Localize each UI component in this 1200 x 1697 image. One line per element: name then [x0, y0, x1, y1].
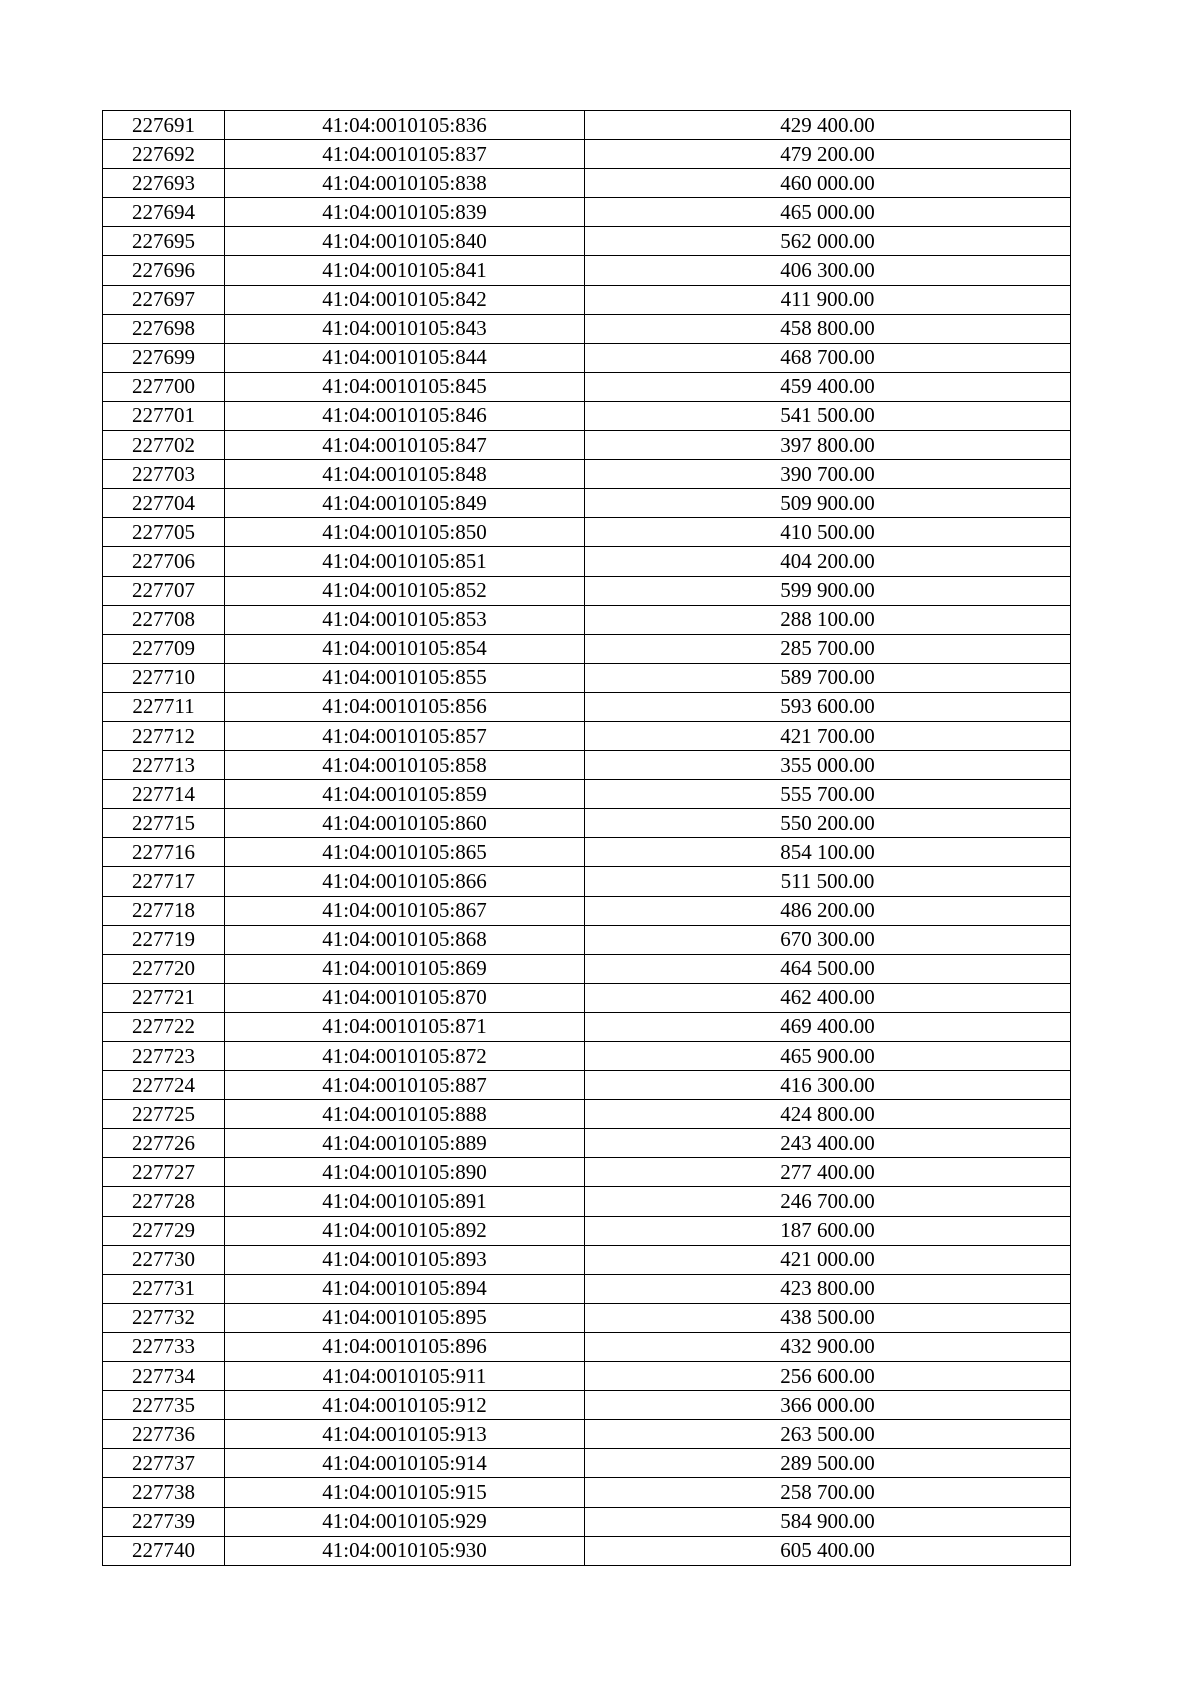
cadastral-value-cell: 390 700.00 [585, 460, 1071, 489]
cadastral-number-cell: 41:04:0010105:853 [225, 605, 585, 634]
cadastral-number-cell: 41:04:0010105:857 [225, 721, 585, 750]
cadastral-number-cell: 41:04:0010105:911 [225, 1362, 585, 1391]
cadastral-value-cell: 438 500.00 [585, 1303, 1071, 1332]
row-number-cell: 227719 [103, 925, 225, 954]
cadastral-number-cell: 41:04:0010105:854 [225, 634, 585, 663]
table-row [103, 547, 1071, 576]
cadastral-value-cell: 479 200.00 [585, 140, 1071, 169]
table-row [103, 1100, 1071, 1129]
table-row [103, 401, 1071, 430]
row-number-cell: 227713 [103, 751, 225, 780]
table-row [103, 227, 1071, 256]
cadastral-value-cell: 593 600.00 [585, 692, 1071, 721]
cadastral-value-cell: 421 700.00 [585, 721, 1071, 750]
cadastral-value-cell: 423 800.00 [585, 1274, 1071, 1303]
cadastral-value-cell: 256 600.00 [585, 1362, 1071, 1391]
cadastral-value-cell: 462 400.00 [585, 983, 1071, 1012]
cadastral-number-cell: 41:04:0010105:838 [225, 169, 585, 198]
cadastral-value-cell: 258 700.00 [585, 1478, 1071, 1507]
cadastral-number-cell: 41:04:0010105:870 [225, 983, 585, 1012]
cadastral-number-cell: 41:04:0010105:912 [225, 1391, 585, 1420]
cadastral-number-cell: 41:04:0010105:865 [225, 838, 585, 867]
table-row [103, 1245, 1071, 1274]
row-number-cell: 227703 [103, 460, 225, 489]
table-row [103, 1274, 1071, 1303]
cadastral-value-cell: 589 700.00 [585, 663, 1071, 692]
cadastral-number-cell: 41:04:0010105:847 [225, 431, 585, 460]
cadastral-value-cell: 670 300.00 [585, 925, 1071, 954]
cadastral-number-cell: 41:04:0010105:848 [225, 460, 585, 489]
cadastral-number-cell: 41:04:0010105:851 [225, 547, 585, 576]
table-row [103, 925, 1071, 954]
row-number-cell: 227711 [103, 692, 225, 721]
cadastral-value-cell: 460 000.00 [585, 169, 1071, 198]
row-number-cell: 227725 [103, 1100, 225, 1129]
table-row [103, 896, 1071, 925]
row-number-cell: 227721 [103, 983, 225, 1012]
cadastral-value-cell: 421 000.00 [585, 1245, 1071, 1274]
table-row [103, 692, 1071, 721]
cadastral-value-cell: 550 200.00 [585, 809, 1071, 838]
cadastral-number-cell: 41:04:0010105:852 [225, 576, 585, 605]
cadastral-value-cell: 459 400.00 [585, 372, 1071, 401]
table-row [103, 721, 1071, 750]
cadastral-value-table [102, 110, 1071, 1566]
cadastral-number-cell: 41:04:0010105:868 [225, 925, 585, 954]
table-row [103, 838, 1071, 867]
table-row [103, 954, 1071, 983]
table-row [103, 1362, 1071, 1391]
cadastral-value-cell: 584 900.00 [585, 1507, 1071, 1536]
table-row [103, 1012, 1071, 1041]
row-number-cell: 227691 [103, 111, 225, 140]
cadastral-value-cell: 187 600.00 [585, 1216, 1071, 1245]
cadastral-number-cell: 41:04:0010105:839 [225, 198, 585, 227]
row-number-cell: 227709 [103, 634, 225, 663]
table-row [103, 1187, 1071, 1216]
table-row [103, 576, 1071, 605]
cadastral-number-cell: 41:04:0010105:872 [225, 1042, 585, 1071]
row-number-cell: 227693 [103, 169, 225, 198]
table-row [103, 605, 1071, 634]
row-number-cell: 227712 [103, 721, 225, 750]
cadastral-number-cell: 41:04:0010105:866 [225, 867, 585, 896]
table-row [103, 1507, 1071, 1536]
table-row [103, 198, 1071, 227]
cadastral-value-cell: 511 500.00 [585, 867, 1071, 896]
cadastral-number-cell: 41:04:0010105:930 [225, 1536, 585, 1565]
cadastral-number-cell: 41:04:0010105:889 [225, 1129, 585, 1158]
row-number-cell: 227692 [103, 140, 225, 169]
table-row [103, 1536, 1071, 1565]
cadastral-value-cell: 263 500.00 [585, 1420, 1071, 1449]
cadastral-value-cell: 411 900.00 [585, 285, 1071, 314]
row-number-cell: 227696 [103, 256, 225, 285]
cadastral-value-cell: 406 300.00 [585, 256, 1071, 285]
row-number-cell: 227732 [103, 1303, 225, 1332]
cadastral-value-cell: 605 400.00 [585, 1536, 1071, 1565]
table-row [103, 111, 1071, 140]
row-number-cell: 227708 [103, 605, 225, 634]
cadastral-value-cell: 416 300.00 [585, 1071, 1071, 1100]
table-row [103, 1071, 1071, 1100]
table-row [103, 1332, 1071, 1361]
cadastral-value-cell: 555 700.00 [585, 780, 1071, 809]
cadastral-value-cell: 246 700.00 [585, 1187, 1071, 1216]
row-number-cell: 227706 [103, 547, 225, 576]
cadastral-value-cell: 599 900.00 [585, 576, 1071, 605]
row-number-cell: 227716 [103, 838, 225, 867]
table-row [103, 140, 1071, 169]
table-row [103, 314, 1071, 343]
table-row [103, 285, 1071, 314]
table-row [103, 1158, 1071, 1187]
cadastral-number-cell: 41:04:0010105:892 [225, 1216, 585, 1245]
cadastral-number-cell: 41:04:0010105:887 [225, 1071, 585, 1100]
cadastral-value-cell: 458 800.00 [585, 314, 1071, 343]
row-number-cell: 227737 [103, 1449, 225, 1478]
cadastral-value-cell: 469 400.00 [585, 1012, 1071, 1041]
row-number-cell: 227733 [103, 1332, 225, 1361]
cadastral-value-cell: 243 400.00 [585, 1129, 1071, 1158]
cadastral-number-cell: 41:04:0010105:850 [225, 518, 585, 547]
cadastral-number-cell: 41:04:0010105:841 [225, 256, 585, 285]
table-row [103, 1129, 1071, 1158]
row-number-cell: 227714 [103, 780, 225, 809]
table-row [103, 1420, 1071, 1449]
cadastral-number-cell: 41:04:0010105:844 [225, 343, 585, 372]
cadastral-number-cell: 41:04:0010105:837 [225, 140, 585, 169]
cadastral-value-cell: 404 200.00 [585, 547, 1071, 576]
cadastral-number-cell: 41:04:0010105:895 [225, 1303, 585, 1332]
cadastral-value-cell: 397 800.00 [585, 431, 1071, 460]
cadastral-number-cell: 41:04:0010105:896 [225, 1332, 585, 1361]
cadastral-value-cell: 541 500.00 [585, 401, 1071, 430]
row-number-cell: 227707 [103, 576, 225, 605]
cadastral-value-cell: 429 400.00 [585, 111, 1071, 140]
cadastral-number-cell: 41:04:0010105:842 [225, 285, 585, 314]
cadastral-number-cell: 41:04:0010105:913 [225, 1420, 585, 1449]
table-row [103, 867, 1071, 896]
row-number-cell: 227700 [103, 372, 225, 401]
table-body [103, 111, 1071, 1566]
cadastral-value-cell: 486 200.00 [585, 896, 1071, 925]
table-row [103, 1391, 1071, 1420]
cadastral-value-cell: 289 500.00 [585, 1449, 1071, 1478]
row-number-cell: 227740 [103, 1536, 225, 1565]
row-number-cell: 227723 [103, 1042, 225, 1071]
row-number-cell: 227697 [103, 285, 225, 314]
row-number-cell: 227702 [103, 431, 225, 460]
cadastral-number-cell: 41:04:0010105:836 [225, 111, 585, 140]
cadastral-value-cell: 464 500.00 [585, 954, 1071, 983]
cadastral-number-cell: 41:04:0010105:845 [225, 372, 585, 401]
row-number-cell: 227704 [103, 489, 225, 518]
row-number-cell: 227734 [103, 1362, 225, 1391]
cadastral-number-cell: 41:04:0010105:893 [225, 1245, 585, 1274]
cadastral-value-cell: 277 400.00 [585, 1158, 1071, 1187]
row-number-cell: 227698 [103, 314, 225, 343]
row-number-cell: 227731 [103, 1274, 225, 1303]
table-row [103, 1478, 1071, 1507]
cadastral-value-cell: 468 700.00 [585, 343, 1071, 372]
cadastral-value-cell: 410 500.00 [585, 518, 1071, 547]
table-row [103, 1449, 1071, 1478]
table-row [103, 460, 1071, 489]
table-row [103, 983, 1071, 1012]
cadastral-number-cell: 41:04:0010105:867 [225, 896, 585, 925]
table-row [103, 1216, 1071, 1245]
table-row [103, 343, 1071, 372]
cadastral-number-cell: 41:04:0010105:890 [225, 1158, 585, 1187]
row-number-cell: 227694 [103, 198, 225, 227]
row-number-cell: 227717 [103, 867, 225, 896]
cadastral-number-cell: 41:04:0010105:914 [225, 1449, 585, 1478]
row-number-cell: 227705 [103, 518, 225, 547]
cadastral-value-cell: 465 900.00 [585, 1042, 1071, 1071]
row-number-cell: 227730 [103, 1245, 225, 1274]
table-row [103, 1303, 1071, 1332]
cadastral-number-cell: 41:04:0010105:891 [225, 1187, 585, 1216]
row-number-cell: 227699 [103, 343, 225, 372]
table-row [103, 780, 1071, 809]
row-number-cell: 227735 [103, 1391, 225, 1420]
cadastral-value-cell: 366 000.00 [585, 1391, 1071, 1420]
cadastral-value-cell: 562 000.00 [585, 227, 1071, 256]
row-number-cell: 227715 [103, 809, 225, 838]
cadastral-value-cell: 288 100.00 [585, 605, 1071, 634]
table-row [103, 431, 1071, 460]
row-number-cell: 227718 [103, 896, 225, 925]
row-number-cell: 227726 [103, 1129, 225, 1158]
row-number-cell: 227724 [103, 1071, 225, 1100]
row-number-cell: 227728 [103, 1187, 225, 1216]
table-row [103, 256, 1071, 285]
table-row [103, 809, 1071, 838]
cadastral-value-cell: 509 900.00 [585, 489, 1071, 518]
cadastral-number-cell: 41:04:0010105:859 [225, 780, 585, 809]
row-number-cell: 227722 [103, 1012, 225, 1041]
cadastral-number-cell: 41:04:0010105:849 [225, 489, 585, 518]
cadastral-value-cell: 432 900.00 [585, 1332, 1071, 1361]
table-row [103, 1042, 1071, 1071]
cadastral-number-cell: 41:04:0010105:858 [225, 751, 585, 780]
table-row [103, 663, 1071, 692]
cadastral-number-cell: 41:04:0010105:843 [225, 314, 585, 343]
cadastral-number-cell: 41:04:0010105:871 [225, 1012, 585, 1041]
table-row [103, 169, 1071, 198]
table-row [103, 518, 1071, 547]
row-number-cell: 227701 [103, 401, 225, 430]
cadastral-number-cell: 41:04:0010105:840 [225, 227, 585, 256]
cadastral-value-cell: 355 000.00 [585, 751, 1071, 780]
cadastral-number-cell: 41:04:0010105:856 [225, 692, 585, 721]
cadastral-value-cell: 424 800.00 [585, 1100, 1071, 1129]
cadastral-number-cell: 41:04:0010105:860 [225, 809, 585, 838]
cadastral-value-cell: 854 100.00 [585, 838, 1071, 867]
row-number-cell: 227720 [103, 954, 225, 983]
cadastral-number-cell: 41:04:0010105:846 [225, 401, 585, 430]
cadastral-number-cell: 41:04:0010105:888 [225, 1100, 585, 1129]
row-number-cell: 227739 [103, 1507, 225, 1536]
row-number-cell: 227729 [103, 1216, 225, 1245]
table-row [103, 751, 1071, 780]
table-row [103, 489, 1071, 518]
row-number-cell: 227738 [103, 1478, 225, 1507]
cadastral-number-cell: 41:04:0010105:894 [225, 1274, 585, 1303]
cadastral-value-cell: 465 000.00 [585, 198, 1071, 227]
table-row [103, 634, 1071, 663]
row-number-cell: 227736 [103, 1420, 225, 1449]
cadastral-number-cell: 41:04:0010105:855 [225, 663, 585, 692]
cadastral-number-cell: 41:04:0010105:929 [225, 1507, 585, 1536]
cadastral-number-cell: 41:04:0010105:915 [225, 1478, 585, 1507]
cadastral-number-cell: 41:04:0010105:869 [225, 954, 585, 983]
table-row [103, 372, 1071, 401]
row-number-cell: 227695 [103, 227, 225, 256]
row-number-cell: 227727 [103, 1158, 225, 1187]
row-number-cell: 227710 [103, 663, 225, 692]
cadastral-value-cell: 285 700.00 [585, 634, 1071, 663]
